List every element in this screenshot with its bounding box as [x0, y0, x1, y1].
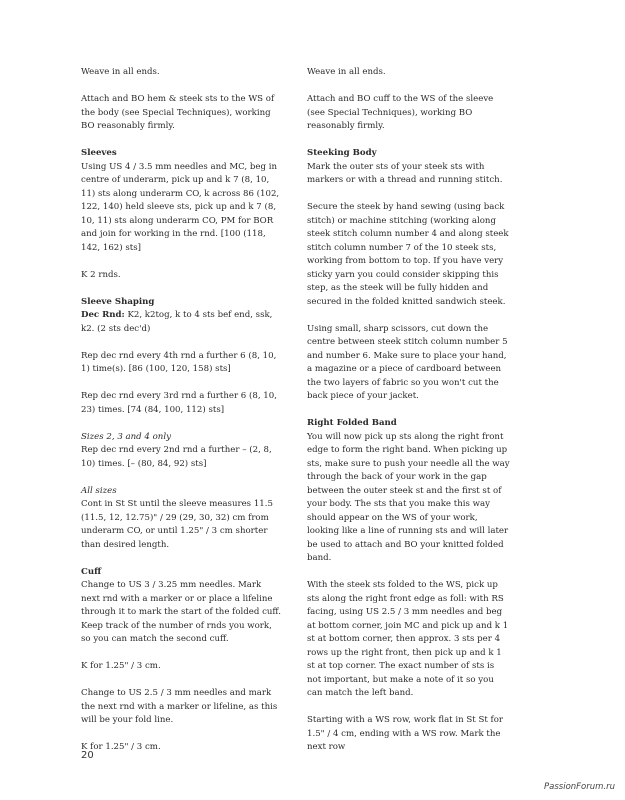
- k-2-rnds-text: K 2 rnds.: [81, 269, 121, 280]
- watermark: PassionForum.ru: [544, 782, 615, 792]
- left-column: [81, 66, 281, 768]
- steek-mark-text: Mark the outer sts of your steek sts with markers or with a thread and running stitch.: [307, 161, 503, 185]
- band-pickup-text: You will now pick up sts along the right front edge to form the right band. When picking up sts, make sure to push your needle all the way through the back of your work in the gap between the outer steek st and the first st of your body. The sts that you make this way should appear on the WS of your work, looking like a line of running sts and will later be used to attach and BO your knitted folded band.: [307, 431, 510, 563]
- band-fold-text: With the steek sts folded to the WS, pick up sts along the right front edge as foll: with RS facing, using US 2.5 / 3 mm needles and beg at bottom corner, join MC and pick up and k 1 st at bottom corner, then approx. 3 sts per 4 rows up the right front, then pick up and k 1 st at top corner. The exact number of sts is not important, but make a note of it so you can match the left band.: [307, 580, 509, 698]
- dec-rnd-text: [81, 309, 281, 336]
- right-band-section: [307, 417, 510, 566]
- cont-st-st-text: Cont in St St until the sleeve measures 11.5 (11.5, 12, 12.75)" / 29 (29, 30, 32) cm from underarm CO, or until 1.25" / 3 cm shorter than desired length.: [81, 499, 273, 550]
- sleeves-section: [81, 147, 281, 255]
- rep-4th-text: Rep dec rnd every 4th rnd a further 6 (8, 10, 1) time(s). [86 (100, 120, 158) sts]: [81, 350, 277, 374]
- rep-3rd-text: Rep dec rnd every 3rd rnd a further 6 (8, 10, 23) times. [74 (84, 100, 112) sts]: [81, 391, 277, 415]
- attach-bo-hem-text: Attach and BO hem & steek sts to the WS of the body (see Special Techniques), working BO reasonably firmly.: [81, 94, 275, 131]
- cuff-section: [81, 566, 281, 647]
- sleeve-shaping-heading: Sleeve Shaping: [81, 296, 155, 307]
- right-band-heading: Right Folded Band: [307, 418, 397, 428]
- sleeves-heading: Sleeves: [81, 148, 117, 158]
- dec-rnd-instructions: K2, k2tog, k to 4 sts bef end, ssk, k2. (2 sts dec'd): [81, 310, 273, 334]
- steek-secure-text: Secure the steek by hand sewing (using back stitch) or machine stitching (working along steek stitch column number 4 and along steek stitch column number 7 of the 10 steek sts, working from bottom to top. If you have very sticky yarn you could consider skipping this step, as the steek will be fully hidden and secured in the folded knitted sandwich steek.: [307, 202, 509, 307]
- cuff-heading: Cuff: [81, 566, 102, 577]
- page-number: 20: [81, 750, 94, 761]
- attach-bo-cuff-text: Attach and BO cuff to the WS of the sleeve (see Special Techniques), working BO reasonably firmly.: [307, 94, 494, 131]
- rep-2nd-text: Rep dec rnd every 2nd rnd a further – (2, 8, 10) times. [– (80, 84, 92) sts]: [81, 445, 272, 469]
- sleeve-shaping-section: [81, 296, 281, 337]
- k-for-1-text: K for 1.25" / 3 cm.: [81, 661, 161, 671]
- change-needles-text: Change to US 2.5 / 3 mm needles and mark the next rnd with a marker or lifeline, as this will be your fold line.: [81, 688, 278, 725]
- sizes-234-section: [81, 431, 281, 472]
- steeking-heading: Steeking Body: [307, 148, 377, 158]
- weave-ends-right-text: Weave in all ends.: [307, 67, 386, 77]
- dec-rnd-label: Dec Rnd:: [81, 310, 125, 320]
- sizes-234-label: Sizes 2, 3 and 4 only: [81, 431, 171, 442]
- k-for-2-text: K for 1.25" / 3 cm.: [81, 742, 161, 752]
- cuff-text: Change to US 3 / 3.25 mm needles. Mark next rnd with a marker or or place a lifeline through it to mark the start of the folded cuff. Keep track of the number of rnds you work, so you can match the second cuff.: [81, 580, 281, 644]
- sleeves-text: Using US 4 / 3.5 mm needles and MC, beg in centre of underarm, pick up and k 7 (8, 10, 11) sts along underarm CO, k across 86 (102, 122, 140) held sleeve sts, pick up and k 7 (8, 10, 11) sts along underarm CO, PM for BOR and join for working in the rnd. [100 (118, 142, 162) sts]: [81, 161, 280, 253]
- right-column: [307, 66, 510, 768]
- steek-cut-text: Using small, sharp scissors, cut down the centre between steek stitch column number 5 and number 6. Make sure to place your hand, a magazine or a piece of cardboard between the two layers of fabric so you won't cut the back piece of your jacket.: [307, 323, 508, 401]
- steeking-section: [307, 147, 510, 188]
- all-sizes-section: [81, 485, 281, 553]
- weave-ends-text: Weave in all ends.: [81, 67, 160, 77]
- band-ws-row-text: Starting with a WS row, work flat in St St for 1.5" / 4 cm, ending with a WS row. Mark the next row: [307, 715, 503, 752]
- all-sizes-label: All sizes: [81, 485, 117, 496]
